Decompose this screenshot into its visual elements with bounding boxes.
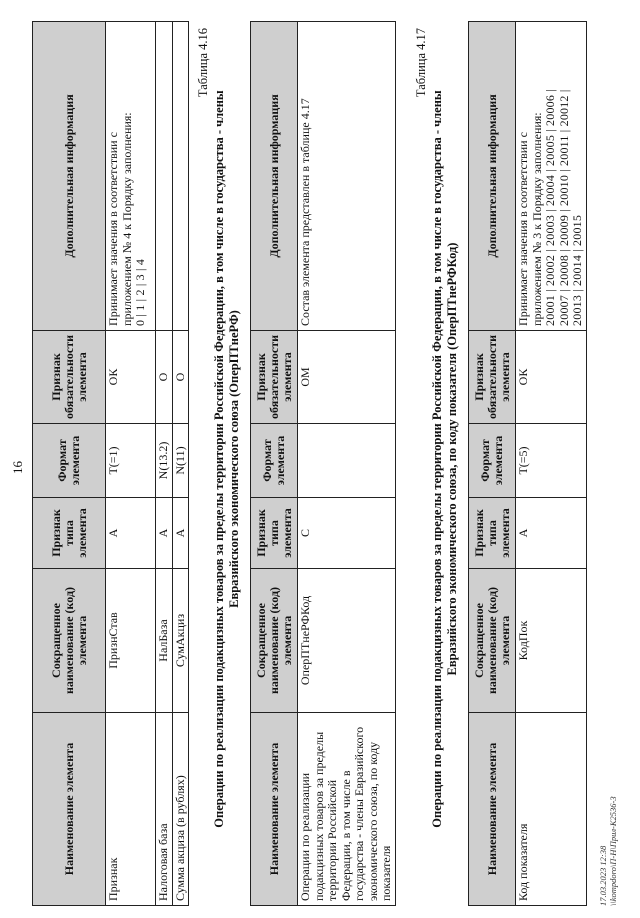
cell-format: N(13.2) (156, 424, 173, 498)
header-type: Признак типа элемента (33, 498, 106, 569)
heading-line: Операции по реализации подакцизных товаров за пределы территории Российской Федерации, в том числе в государства - члены (212, 90, 226, 828)
info-line: приложением № 3 к Порядку заполнения: (529, 112, 544, 326)
cell-name: Признак (106, 713, 156, 906)
info-line: 20001 | 20002 | 20003 | 20004 | 20005 | 20006 | (543, 89, 557, 326)
name-line: государства - члены Евразийского (352, 726, 366, 901)
cell-type: А (106, 498, 156, 569)
info-line: Принимает значения в соответствии с (106, 132, 120, 326)
info-line: приложением № 4 к Порядку заполнения: (119, 112, 134, 326)
cell-name: Сумма акциза (в рублях) (172, 713, 189, 906)
footer-stamp (598, 796, 618, 906)
name-line: экономического союза, по коду (365, 741, 380, 901)
table-4-17 (468, 21, 587, 906)
cell-type: А (156, 498, 173, 569)
name-line: Операции по реализации (298, 772, 312, 901)
cell-code: КодПок (516, 569, 587, 713)
header-type: Признак типа элемента (469, 498, 516, 569)
cell-type: А (516, 498, 587, 569)
table-row (172, 21, 189, 905)
table-4-16 (250, 21, 396, 906)
header-format: Формат элемента (469, 424, 516, 498)
table-caption: Таблица 4.17 (414, 28, 428, 98)
table-header-row (33, 21, 106, 905)
table-header-row (251, 21, 298, 905)
table-row (106, 21, 156, 905)
cell-req: О (172, 330, 189, 423)
name-line: подакцизных товаров за пределы (311, 731, 326, 901)
table-caption: Таблица 4.16 (196, 28, 210, 98)
table-top (32, 21, 189, 906)
cell-req: ОК (106, 330, 156, 423)
cell-name (298, 713, 396, 906)
name-line: показателя (379, 845, 393, 901)
cell-code: ОперПТнеРФКод (298, 569, 396, 713)
header-name: Наименование элемента (469, 713, 516, 906)
header-code: Сокращенное наименование (код) элемента (251, 569, 298, 713)
table-row (516, 21, 587, 905)
table-row (156, 21, 173, 905)
footer-path: \\kompdoro\П-Н\Прил-К2536-3 (608, 796, 618, 906)
footer-date: 17.03.2023 12:38 (598, 845, 608, 906)
header-format: Формат элемента (251, 424, 298, 498)
cell-format: T(=1) (106, 424, 156, 498)
cell-format: T(=5) (516, 424, 587, 498)
cell-type: А (172, 498, 189, 569)
header-info: Дополнительная информация (469, 21, 516, 330)
table-heading (430, 0, 460, 918)
heading-line: Евразийского экономического союза, по коду показателя (ОперПТнеРФКод) (445, 242, 459, 676)
cell-info (516, 21, 587, 330)
header-req: Признак обязательности элемента (469, 330, 516, 423)
cell-format: N(11) (172, 424, 189, 498)
cell-name: Код показателя (516, 713, 587, 906)
info-line: 20013 | 20014 | 20015 (570, 214, 584, 326)
header-info: Дополнительная информация (251, 21, 298, 330)
info-line: Принимает значения в соответствии с (516, 132, 530, 326)
header-req: Признак обязательности элемента (33, 330, 106, 423)
header-code: Сокращенное наименование (код) элемента (33, 569, 106, 713)
table-row (298, 21, 396, 905)
header-req: Признак обязательности элемента (251, 330, 298, 423)
name-line: территории Российской (325, 779, 339, 901)
table-heading (212, 0, 242, 918)
page-number: 16 (10, 461, 25, 474)
header-info: Дополнительная информация (33, 21, 106, 330)
info-line: 0 | 1 | 2 | 3 | 4 (133, 258, 147, 326)
cell-req: О (156, 330, 173, 423)
header-name: Наименование элемента (33, 713, 106, 906)
name-line: Федерации, в том числе в (338, 770, 353, 901)
table-header-row (469, 21, 516, 905)
cell-name: Налоговая база (156, 713, 173, 906)
cell-code: ПризнСтав (106, 569, 156, 713)
cell-info: Состав элемента представлен в таблице 4.17 (298, 21, 396, 330)
cell-type: С (298, 498, 396, 569)
cell-code: СумАкциз (172, 569, 189, 713)
info-line: 20007 | 20008 | 20009 | 20010 | 20011 | 20012 | (556, 89, 571, 326)
cell-info (106, 21, 156, 330)
header-name: Наименование элемента (251, 713, 298, 906)
cell-req: ОМ (298, 330, 396, 423)
cell-req: ОК (516, 330, 587, 423)
header-code: Сокращенное наименование (код) элемента (469, 569, 516, 713)
cell-info (172, 21, 189, 330)
cell-code: НалБаза (156, 569, 173, 713)
heading-line: Евразийского экономического союза (ОперПТнеРФ) (227, 310, 241, 608)
header-format: Формат элемента (33, 424, 106, 498)
heading-line: Операции по реализации подакцизных товаров за пределы территории Российской Федерации, в том числе в государства - члены (430, 90, 444, 828)
cell-format (298, 424, 396, 498)
header-type: Признак типа элемента (251, 498, 298, 569)
cell-info (156, 21, 173, 330)
